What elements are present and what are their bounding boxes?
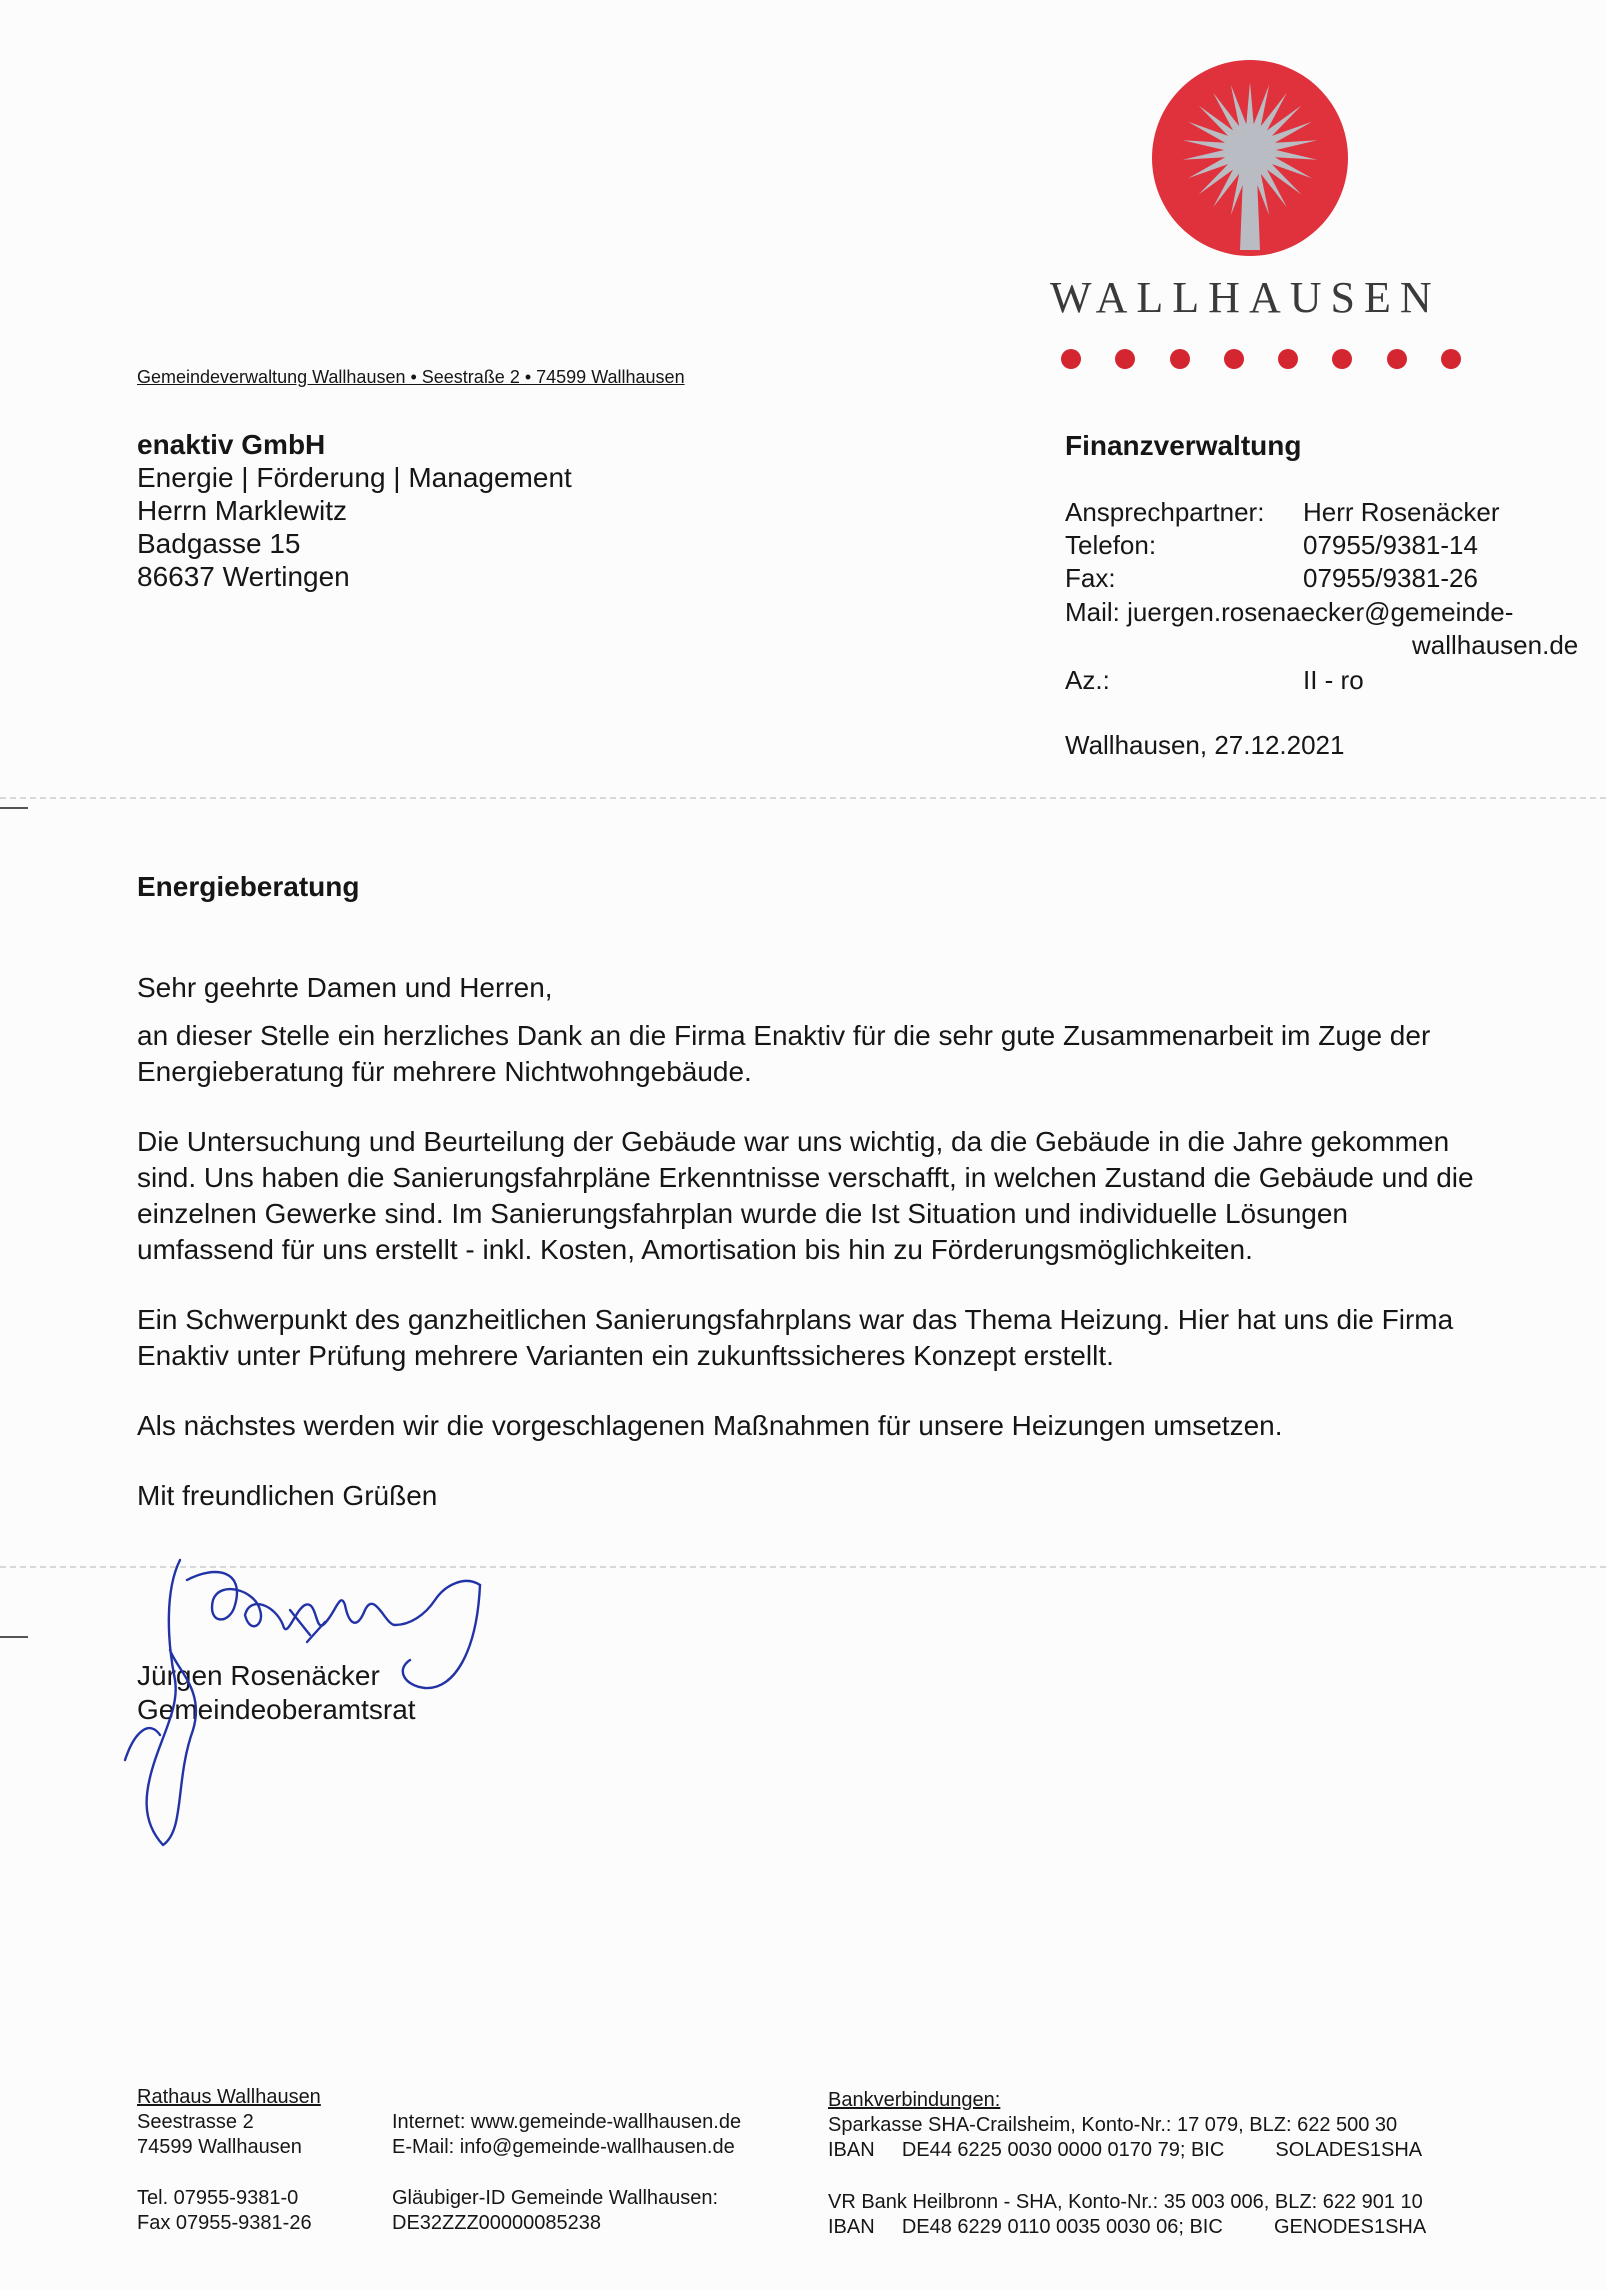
brand-dot xyxy=(1224,349,1244,369)
mail-line-2: wallhausen.de xyxy=(1412,630,1579,660)
footer-city: 74599 Wallhausen xyxy=(137,2136,302,2158)
contact-label: Ansprechpartner: xyxy=(1065,497,1265,527)
handwritten-signature-icon xyxy=(95,1530,555,1860)
brand-dot xyxy=(1387,349,1407,369)
recipient-street: Badgasse 15 xyxy=(137,528,301,559)
footer-bank2-block xyxy=(828,2190,1426,2240)
footer-bank-block xyxy=(828,2088,1422,2163)
footer-address-heading: Rathaus Wallhausen xyxy=(137,2086,321,2108)
footer-bank1-iban-label: IBAN xyxy=(828,2139,875,2161)
footer-bank1-iban-row xyxy=(828,2138,1422,2163)
fold-mark xyxy=(0,1636,28,1638)
letter-body xyxy=(137,970,1477,1514)
reference-label: Az.: xyxy=(1065,665,1110,695)
sun-tree-emblem-icon xyxy=(1150,58,1350,258)
recipient-address xyxy=(137,428,572,593)
brand-dot xyxy=(1332,349,1352,369)
phone-value: 07955/9381-14 xyxy=(1303,530,1478,560)
fold-line xyxy=(0,797,1606,799)
footer-creditor-block xyxy=(392,2186,718,2236)
reference-value: II - ro xyxy=(1303,665,1364,695)
body-paragraph: an dieser Stelle ein herzliches Dank an die Firma Enaktiv für die sehr gute Zusammenarbeit im Zuge der Energieberatung für mehrere Nichtwohngebäude. xyxy=(137,1020,1431,1087)
footer-street: Seestrasse 2 xyxy=(137,2111,254,2133)
brand-dots xyxy=(1061,349,1461,369)
fax-value: 07955/9381-26 xyxy=(1303,563,1478,593)
emblem-core xyxy=(1228,128,1272,172)
recipient-tagline: Energie | Förderung | Management xyxy=(137,462,572,493)
body-paragraph: Die Untersuchung und Beurteilung der Gebäude war uns wichtig, da die Gebäude in die Jahre gekommen sind. Uns haben die Sanierungsfahrpläne Erkenntnisse verschafft, in welchen Zustand die Gebäude und die einzelnen Gewerke sind. Im Sanierungsfahrplan wurde die Ist Situation und individuelle Lösungen umfassend für uns erstellt - inkl. Kosten, Amortisation bis hin zu Förderungsmöglichkeiten. xyxy=(137,1126,1474,1265)
letter-subject: Energieberatung xyxy=(137,871,360,902)
closing: Mit freundlichen Grüßen xyxy=(137,1480,438,1511)
body-paragraph: Als nächstes werden wir die vorgeschlagenen Maßnahmen für unsere Heizungen umsetzen. xyxy=(137,1410,1283,1441)
mail-line-1: Mail: juergen.rosenaecker@gemeinde- xyxy=(1065,597,1514,627)
brand-name: WALLHAUSEN xyxy=(1050,273,1441,322)
footer-email: E-Mail: info@gemeinde-wallhausen.de xyxy=(392,2136,735,2158)
brand-dot xyxy=(1441,349,1461,369)
signatory-name: Jürgen Rosenäcker xyxy=(137,1660,380,1691)
footer-creditor-id: DE32ZZZ00000085238 xyxy=(392,2212,602,2234)
footer-creditor-label: Gläubiger-ID Gemeinde Wallhausen: xyxy=(392,2187,719,2209)
recipient-company: enaktiv GmbH xyxy=(137,429,326,460)
footer-fax: Fax 07955-9381-26 xyxy=(137,2212,312,2234)
footer-address xyxy=(137,2085,321,2160)
letter-date: Wallhausen, 27.12.2021 xyxy=(1065,730,1345,760)
fax-label: Fax: xyxy=(1065,563,1116,593)
footer-bank1-line: Sparkasse SHA-Crailsheim, Konto-Nr.: 17 079, BLZ: 622 500 30 xyxy=(828,2114,1398,2136)
footer-web-block xyxy=(392,2110,741,2160)
recipient-person: Herrn Marklewitz xyxy=(137,495,348,526)
footer-bank-heading: Bankverbindungen: xyxy=(828,2089,1001,2111)
footer-bank2-iban: DE48 6229 0110 0035 0030 06; BIC xyxy=(901,2216,1223,2238)
sender-line: Gemeindeverwaltung Wallhausen • Seestraße 2 • 74599 Wallhausen xyxy=(137,367,685,387)
footer-phone-block xyxy=(137,2186,312,2236)
phone-label: Telefon: xyxy=(1065,530,1157,560)
salutation: Sehr geehrte Damen und Herren, xyxy=(137,972,553,1003)
footer-bank2-bic: GENODES1SHA xyxy=(1273,2216,1427,2238)
footer-bank2-iban-label: IBAN xyxy=(828,2216,875,2238)
footer-bank1-bic: SOLADES1SHA xyxy=(1275,2139,1423,2161)
brand-dot xyxy=(1061,349,1081,369)
recipient-city: 86637 Wertingen xyxy=(137,561,350,592)
brand-dot xyxy=(1170,349,1190,369)
department-title: Finanzverwaltung xyxy=(1065,430,1302,461)
body-paragraph: Ein Schwerpunkt des ganzheitlichen Sanierungsfahrplans war das Thema Heizung. Hier hat uns die Firma Enaktiv unter Prüfung mehrere Varianten ein zukunftssicheres Konzept erstellt. xyxy=(137,1304,1454,1371)
footer-tel: Tel. 07955-9381-0 xyxy=(137,2187,299,2209)
contact-value: Herr Rosenäcker xyxy=(1303,497,1500,527)
footer-bank2-line: VR Bank Heilbronn - SHA, Konto-Nr.: 35 003 006, BLZ: 622 901 10 xyxy=(828,2191,1423,2213)
footer-bank1-iban: DE44 6225 0030 0000 0170 79; BIC xyxy=(901,2139,1225,2161)
footer-internet: Internet: www.gemeinde-wallhausen.de xyxy=(392,2111,742,2133)
brand-dot xyxy=(1115,349,1135,369)
signatory-title: Gemeindeoberamtsrat xyxy=(137,1694,416,1725)
fold-mark xyxy=(0,807,28,809)
brand-dot xyxy=(1278,349,1298,369)
footer-bank2-iban-row xyxy=(828,2215,1426,2240)
